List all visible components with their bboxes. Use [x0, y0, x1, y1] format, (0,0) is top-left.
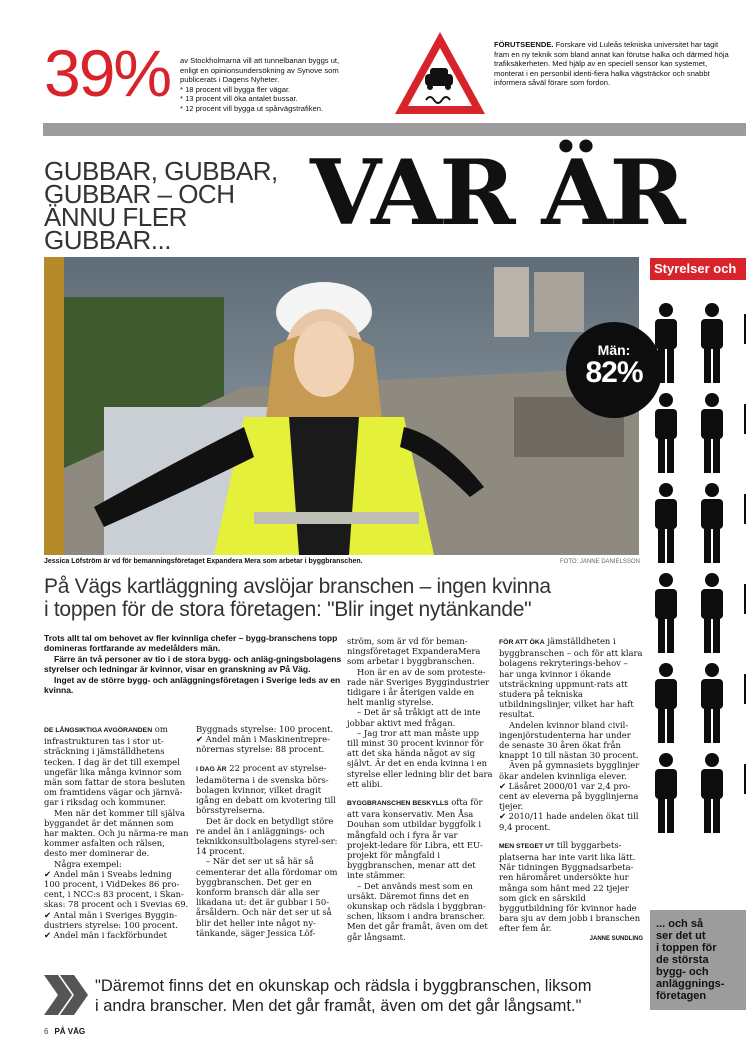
sidebar-box-line: anläggnings- — [656, 978, 725, 990]
quote-line: "Däremot finns det en okunskap och rädsla i byggbranschen, liksom — [95, 977, 592, 995]
quote-chevron-icon — [44, 975, 88, 1015]
man-icon — [655, 303, 677, 383]
article-photo — [44, 257, 639, 555]
column-text: ström, som är vd för beman-ningsföretaget ExpanderaMera som arbetar i byggbranschen. — [347, 636, 481, 667]
column-text: Andelen kvinnor bland civil-ingenjörstudenterna har under de senaste 30 åren ökat från knappt 10 till nästan 30 procent. — [499, 719, 639, 761]
badge-label: Män: — [597, 342, 631, 358]
column-text: Även på gymnasiets bygglinjer ökar andelen kvinnliga elever. — [499, 760, 640, 781]
column-cap: I DAG ÄR — [196, 765, 227, 773]
slippery-road-sign-icon — [392, 28, 488, 118]
column-text: – När det ser ut så här så cementerar det alla fördomar om byggbranschen. Det ger en konform bransch där alla ser likadana ut: det är gubbar i 50-årsåldern. Och när det ser ut så blir det heller inte något ny-tänkande, säger Jessica Löf- — [196, 856, 338, 938]
man-icon — [655, 753, 677, 833]
lead-text: Trots allt tal om behovet av fler kvinnliga chefer – bygg-branschens topp domineras fortfarande av medelålders män. — [44, 633, 338, 654]
divider-bar — [43, 123, 746, 136]
man-icon — [701, 573, 723, 653]
column-text: – Det används mest som en ursäkt. Däremot finns det en okunskap och rädsla i byggbran-schen, liksom i andra branscher. Men det går framåt, även om det går långsamt. — [347, 880, 488, 942]
byline: JANNE SUNDLING — [589, 935, 643, 942]
article-column-4 — [499, 636, 643, 944]
man-icon — [701, 393, 723, 473]
kicker — [44, 156, 314, 255]
survey-line: * 18 procent vill bygga fler vägar. — [180, 84, 291, 94]
sidebar-box-line: företagen — [656, 990, 707, 1002]
kicker-line: GUBBAR – OCH — [44, 179, 235, 209]
column-text: ofta för att vara konservativ. Men Åsa Douhan som utbildar byggfolk i mångfald och i fyra år var projekt-ledare för Libra, ett EU-projekt för mångfald i byggbranschen, menar att det inte stämmer. — [347, 797, 483, 881]
column-text: ✔ Andel män i Sveabs ledning 100 procent, i VidDekes 86 pro-cent, i NCC:s 83 procent, i Skan-skas: 78 procent och i Svevias 69. — [44, 868, 189, 910]
column-text: Hon är en av de som proteste-rade när Sveriges Byggindustrier tidigare i år återigen valde en helt manlig styrelse. — [347, 666, 490, 708]
headline: VAR ÄR — [310, 140, 683, 246]
magazine-name: PÅ VÄG — [54, 1027, 86, 1036]
column-cap: DE LÅNGSIKTIGA AVGÖRANDEN — [44, 727, 153, 734]
column-text: – Jag tror att man måste upp till minst 30 procent kvinnor för att det ska hända något av sig självt. Är det en enda kvinna i en styrelse eller ledning blir det bara ett alibi. — [347, 727, 493, 789]
subheadline — [44, 575, 644, 621]
survey-line: av Stockholmarna vill att tunnelbanan byggs ut, — [180, 56, 340, 65]
photo-caption: Jessica Löfström är vd för bemanningsföretaget Expandera Mera som arbetar i byggbranschen. — [44, 558, 363, 565]
people-pictogram — [650, 292, 746, 902]
column-cap: BYGGBRANSCHEN BESKYLLS — [347, 800, 449, 808]
man-icon — [701, 483, 723, 563]
man-icon — [655, 663, 677, 743]
subhead-line: På Vägs kartläggning avslöjar branschen – ingen kvinna — [44, 575, 551, 598]
man-icon — [655, 393, 677, 473]
sidebar-box-line: ser det ut — [656, 930, 706, 942]
man-icon — [701, 303, 723, 383]
article-column-3 — [347, 636, 493, 942]
stat-percent: 39% — [44, 36, 171, 110]
article-column-1 — [44, 724, 190, 940]
pull-quote — [95, 976, 645, 1016]
lead-paragraph — [44, 633, 344, 695]
quote-line: i andra branscher. Men det går framåt, även om det går långsamt." — [95, 997, 582, 1015]
column-cap: FÖR ATT ÖKA — [499, 639, 545, 646]
photo-illustration — [44, 257, 639, 555]
lead-text: Färre än två personer av tio i de stora bygg- och anläg-gningsbolagens styrelser och ledningar är kvinnor, visar en granskning av På Väg. — [44, 653, 342, 675]
page-footer — [44, 1027, 85, 1036]
column-cap: MEN STEGET UT — [499, 842, 555, 850]
man-icon — [655, 573, 677, 653]
column-text: ✔ Andel män i fackförbundet — [44, 930, 167, 941]
column-text: jämställdheten i byggbranschen – och för att klara bolagens rekryterings-behov – har unga kvinnor i ökande utsträckning uppmunt-rats att studera på tekniska utbildningslinjer, vilket har haft resultat. — [499, 636, 643, 720]
safety-news-text — [494, 40, 734, 88]
man-icon — [701, 663, 723, 743]
survey-line: * 13 procent vill öka antalet bussar. — [180, 94, 298, 104]
column-text: ✔ 2010/11 hade andelen ökat till 9,4 procent. — [499, 811, 639, 832]
column-text: ✔ Antal män i Sveriges Byggin-dustriers styrelse: 100 procent. — [44, 909, 178, 930]
sidebar-box-line: i toppen för — [656, 942, 717, 954]
safety-lead: FÖRUTSEENDE. — [494, 40, 554, 49]
column-text: – Det är så tråkigt att de inte jobbar aktivt med frågan. — [347, 707, 481, 728]
sidebar-box-line: ... och så — [656, 918, 704, 930]
sidebar-heading: Styrelser och — [650, 258, 746, 280]
page-number: 6 — [44, 1027, 49, 1036]
sidebar-box-line: bygg- och — [656, 966, 709, 978]
man-icon — [655, 483, 677, 563]
article-column-2 — [196, 724, 342, 938]
safety-body: Forskare vid Luleås tekniska universitet har tagit fram en ny teknik som bland annat kan förutse halka och därmed höja trafiksäkerheten. Med hjälp av en speciell sensor kan systemet, monterat i en personbil identi-fiera halka vägsträckor och snabbt informera såväl förare som fordon. — [494, 40, 729, 88]
survey-text — [180, 56, 380, 114]
column-text: Byggnads styrelse: 100 procent. — [196, 724, 334, 734]
column-text: Några exempel: — [54, 858, 122, 869]
badge-value: 82% — [585, 356, 643, 389]
column-text: 22 procent av styrelse-ledamöterna i de svenska börs-bolagen kvinnor, vilket dragit igång en debatt om kvotering till börsstyrelserna. — [196, 762, 336, 816]
column-text: om infrastrukturen tas i stor ut-sträckning i jämställdhetens tecken. I dag är det till exempel ungefär lika många kvinnor som män som fattar de stora besluten om framtidens vägar och järnvä-gar i riksdag och kommuner. — [44, 724, 186, 808]
kicker-line: GUBBAR, GUBBAR, — [44, 156, 278, 186]
man-icon — [701, 753, 723, 833]
sidebar-box-text — [656, 918, 746, 1002]
men-percentage-badge — [566, 322, 662, 418]
sidebar-box-line: de största — [656, 954, 709, 966]
kicker-line: ÄNNU FLER GUBBAR... — [44, 202, 187, 255]
column-text: ✔ Andel män i Maskinentrepre-nörernas styrelse: 88 procent. — [196, 734, 330, 755]
survey-line: enligt en opinionsundersökning av Synove som — [180, 65, 339, 75]
column-text: till byggarbets-platserna har inte varit lika lätt. När tidningen Byggnadsarbeta-ren häromåret undersökte hur många som hänt med 22 tjejer som gick en särskild byggutbildning för kvinnor hade bara sju av dem jobb i branschen efter fem år. — [499, 839, 641, 934]
survey-line: * 12 procent vill bygga ut spårvägstrafiken. — [180, 103, 324, 113]
subhead-line: i toppen för de stora företagen: "Blir inget nytänkande" — [44, 598, 532, 621]
photo-credit: FOTO: JANNE DANIELSSON — [560, 559, 640, 565]
lead-text: Inget av de större bygg- och anläggningsföretagen i Sverige leds av en kvinna. — [44, 674, 341, 696]
column-text: ✔ Läsåret 2000/01 var 2,4 pro-cent av eleverna på bygglinjerna tjejer. — [499, 780, 639, 812]
column-text: Men när det kommer till själva byggandet är det männen som har makten. Och ju närma-re man kommer asfalten och rälsen, desto mer dominerar de. — [44, 807, 189, 859]
column-text: Det är dock en betydligt störe re andel än i anläggnings- och teknikkonsultbolagens styrel-ser: 14 procent. — [196, 815, 338, 857]
survey-line: publicerats i Dagens Nyheter. — [180, 75, 280, 85]
